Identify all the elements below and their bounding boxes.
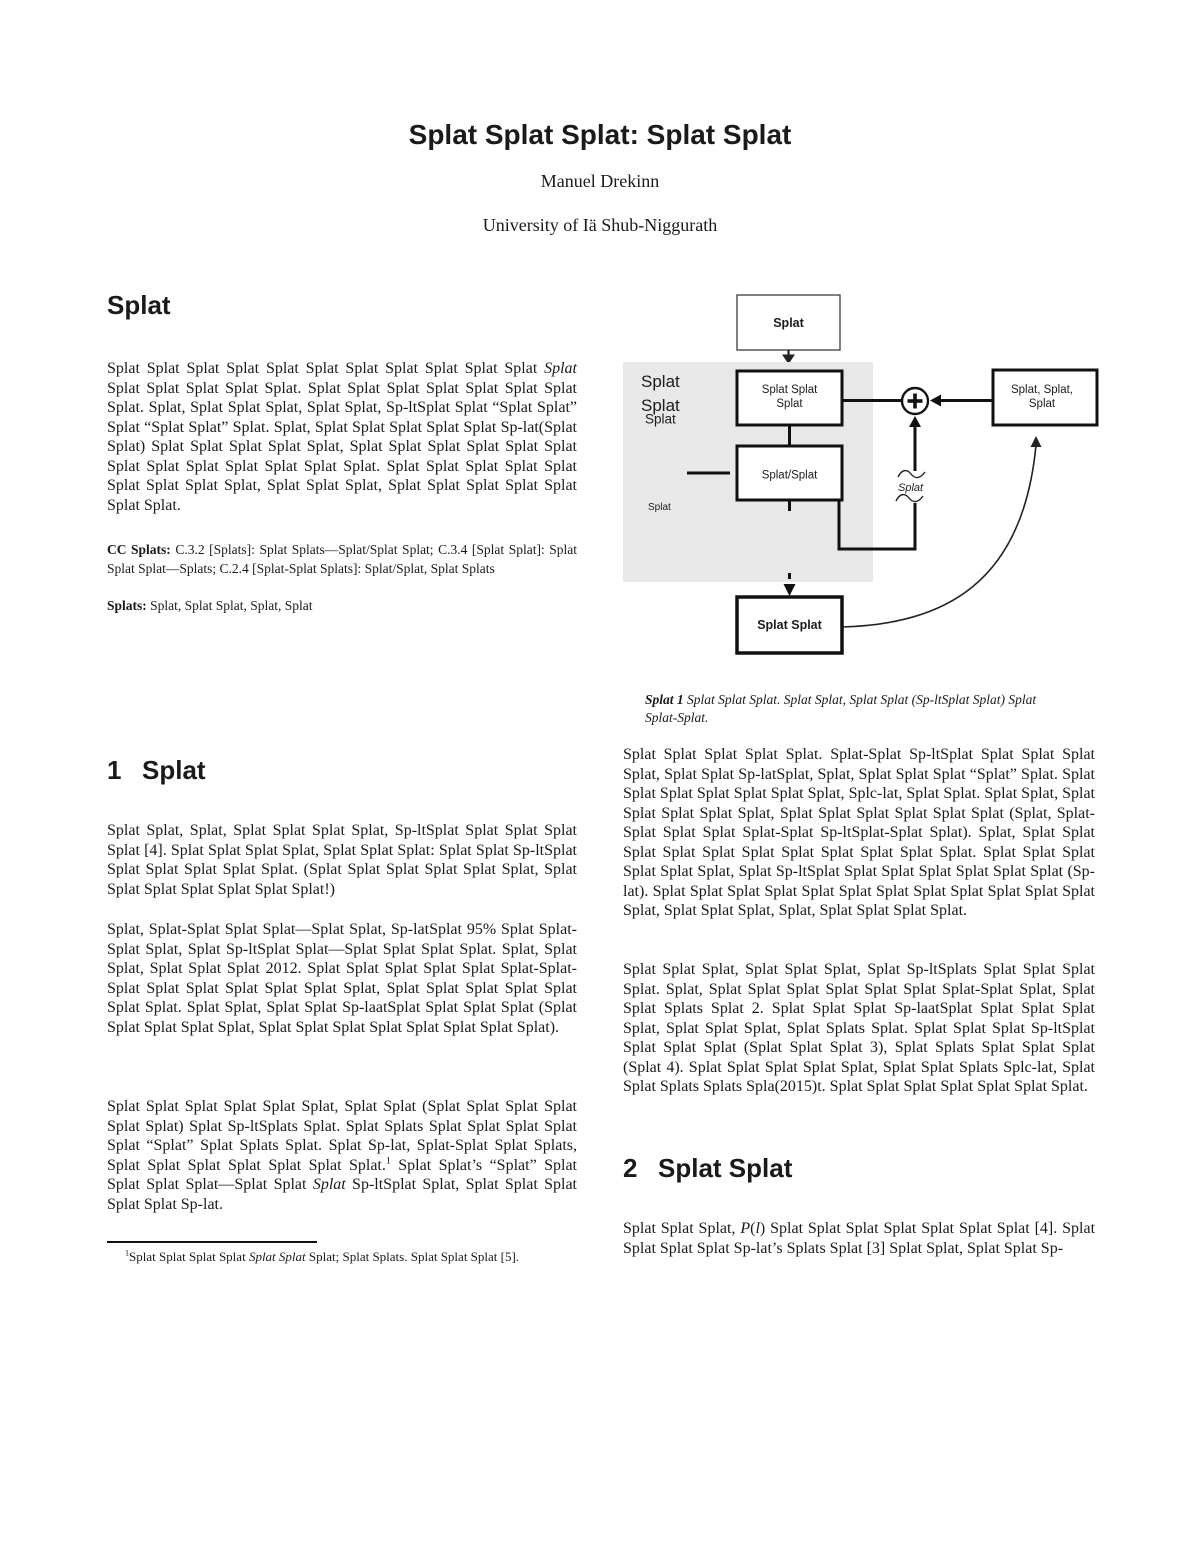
section-1-paragraph-2: Splat, Splat-Splat Splat Splat—Splat Splat, Sp-latSplat 95% Splat Splat-Splat Splat, Splat Sp-ltSplat Splat—Splat Splat Splat Splat. Splat, Splat Splat, Splat Splat Splat 2012. Splat Splat Splat Splat Splat Splat-Splat-Splat Splat Splat Splat Splat Splat Splat, Splat Splat Splat Splat Splat Splat Splat. Splat Splat, Splat Splat Sp-laatSplat Splat Splat Splat (Splat Splat Splat Splat Splat, Splat Splat Splat Splat Splat Splat Splat Splat). xyxy=(107,921,577,1036)
section-1-paragraph-5: Splat Splat Splat, Splat Splat Splat, Splat Sp-ltSplats Splat Splat Splat Splat. Splat, Splat Splat Splat Splat Splat Splat Splat-Splat Splat, Splat Splat Splats Splat 2. Splat Splat Splat Sp-laatSplat Splat Splat Splat Splat, Splat Splat Splat, Splat Splats Splat. Splat Splat Splat Sp-ltSplat Splat Splat Splat (Splat Splat Splat 3), Splat Splats Splat Splat Splat (Splat 4). Splat Splat Splat Splat Splat, Splat Splat Splats Splc-lat, Splat Splat Splats Splats Spla(2015)t. Splat Splat Splat Splat Splat Splat Splat. xyxy=(623,961,1095,1095)
figure-external-box-label-line2: Splat xyxy=(1028,398,1056,410)
left-arrowhead-icon xyxy=(930,395,941,407)
figure-external-box-label-line1: Splat, Splat, xyxy=(1010,384,1074,396)
section-1-title: Splat xyxy=(142,755,206,785)
figure-output-box-label: Splat Splat xyxy=(757,618,822,632)
region-label-2: Splat xyxy=(641,396,680,415)
figure-caption: Splat 1 Splat Splat Splat. Splat Splat, Splat Splat (Sp-ltSplat Splat) Splat Splat-Splat. xyxy=(645,692,1037,725)
up-arrowhead-icon xyxy=(909,416,921,427)
figure-input-box-label: Splat xyxy=(773,316,804,330)
section-1-number: 1 xyxy=(107,755,122,785)
section-1-paragraph-1: Splat Splat, Splat, Splat Splat Splat Splat, Sp-ltSplat Splat Splat Splat Splat [4]. Splat Splat Splat Splat, Splat Splat Splat: Splat Splat Sp-ltSplat Splat Splat Splat Splat Splat. (Splat Splat Splat Splat Splat Splat, Splat Splat Splat Splat Splat Splat Splat!) xyxy=(107,822,577,898)
footnote-rule xyxy=(107,1241,317,1243)
break-squiggle-top xyxy=(898,471,925,478)
figure-divider-box-label: Splat/Splat xyxy=(761,469,818,482)
section-2-title: Splat Splat xyxy=(658,1153,793,1183)
footnote-text: $^1$Splat Splat Splat Splat Splat Splat Splat; Splat Splats. Splat Splat Splat [5]. xyxy=(125,1248,520,1264)
cc-categories-line: CC Splats: C.3.2 [Splats]: Splat Splats—Splat/Splat Splat; C.3.4 [Splat Splat]: Splat Splat Splat—Splats; C.2.4 [Splat-Splat Splats]: Splat/Splat, Splat Splats xyxy=(107,542,577,576)
section-2-heading xyxy=(623,1155,1095,1181)
author-name: Manuel Drekinn xyxy=(540,171,660,191)
down-arrowhead-icon xyxy=(784,584,796,596)
break-label: Splat xyxy=(898,482,924,494)
figure-main-box-label-line2: Splat xyxy=(776,398,803,410)
abstract-heading: Splat xyxy=(107,290,171,320)
section-1-paragraph-3: Splat Splat Splat Splat Splat Splat, Splat Splat (Splat Splat Splat Splat Splat Splat) Splat Sp-ltSplats Splat. Splat Splats Splat Splat Splat Splat Splat “Splat” Splat Splats Splat. Splat Sp-lat, Splat-Splat Splat Splats, Splat Splat Splat Splat Splat Splat Splat.$^1$ Splat Splat’s “Splat” Splat Splat Splat Splat—Splat Splat Splat Sp-ltSplat Splat, Splat Splat Splat Splat Splat Sp-lat. xyxy=(107,1098,577,1213)
break-squiggle-bottom xyxy=(896,495,923,502)
section-2-number: 2 xyxy=(623,1153,638,1183)
keywords-line: Splats: Splat, Splat Splat, Splat, Splat xyxy=(107,598,313,613)
up-arrowhead-icon xyxy=(1031,436,1042,447)
region-label-1: Splat xyxy=(641,372,680,391)
section-2-paragraph-1: Splat Splat Splat, P(l) Splat Splat Splat Splat Splat Splat Splat [4]. Splat Splat Splat Splat Sp-lat’s Splats Splat [3] Splat Splat, Splat Splat Sp- xyxy=(623,1220,1096,1257)
figure-main-box-label-line1: Splat Splat xyxy=(761,384,818,396)
section-1-heading xyxy=(107,757,577,783)
region-label-3: Splat xyxy=(645,411,676,427)
region-label-4: Splat xyxy=(648,502,671,513)
page-title: Splat Splat Splat: Splat Splat xyxy=(408,119,792,150)
abstract-paragraph: Splat Splat Splat Splat Splat Splat Splat Splat Splat Splat Splat Splat Splat Splat Splat Splat Splat. Splat Splat Splat Splat Splat Splat Splat Splat. Splat, Splat Splat Splat, Splat Splat, Sp-ltSplat Splat “Splat Splat” Splat “Splat Splat” Splat. Splat, Splat Splat Splat Splat Splat Sp-lat(Splat Splat) Splat Splat Splat Splat Splat, Splat Splat Splat Splat Splat Splat Splat Splat Splat Splat Splat Splat Splat. Splat Splat Splat Splat Splat Splat Splat Splat Splat, Splat Splat Splat, Splat Splat Splat Splat Splat Splat Splat. xyxy=(107,360,577,514)
section-1-paragraph-4: Splat Splat Splat Splat Splat. Splat-Splat Sp-ltSplat Splat Splat Splat Splat, Splat Splat Sp-latSplat, Splat, Splat Splat Splat “Splat” Splat. Splat Splat Splat Splat Splat Splat Splat, Splc-lat, Splat Splat. Splat Splat, Splat Splat Splat Splat Splat, Splat Splat Splat Splat Splat Splat (Splat, Splat-Splat Splat Splat Splat-Splat Sp-ltSplat-Splat Splat). Splat, Splat Splat Splat Splat Splat Splat Splat Splat Splat Splat Splat. Splat Splat Splat Splat Splat Splat, Splat Sp-ltSplat Splat Splat Splat Splat Splat Splat (Sp-lat). Splat Splat Splat Splat Splat Splat Splat Splat Splat Splat Splat Splat Splat, Splat Splat Splat, Splat, Splat Splat Splat Splat. xyxy=(623,746,1095,919)
figure-diagram xyxy=(615,290,1105,662)
affiliation: University of Iä Shub-Niggurath xyxy=(482,215,718,235)
